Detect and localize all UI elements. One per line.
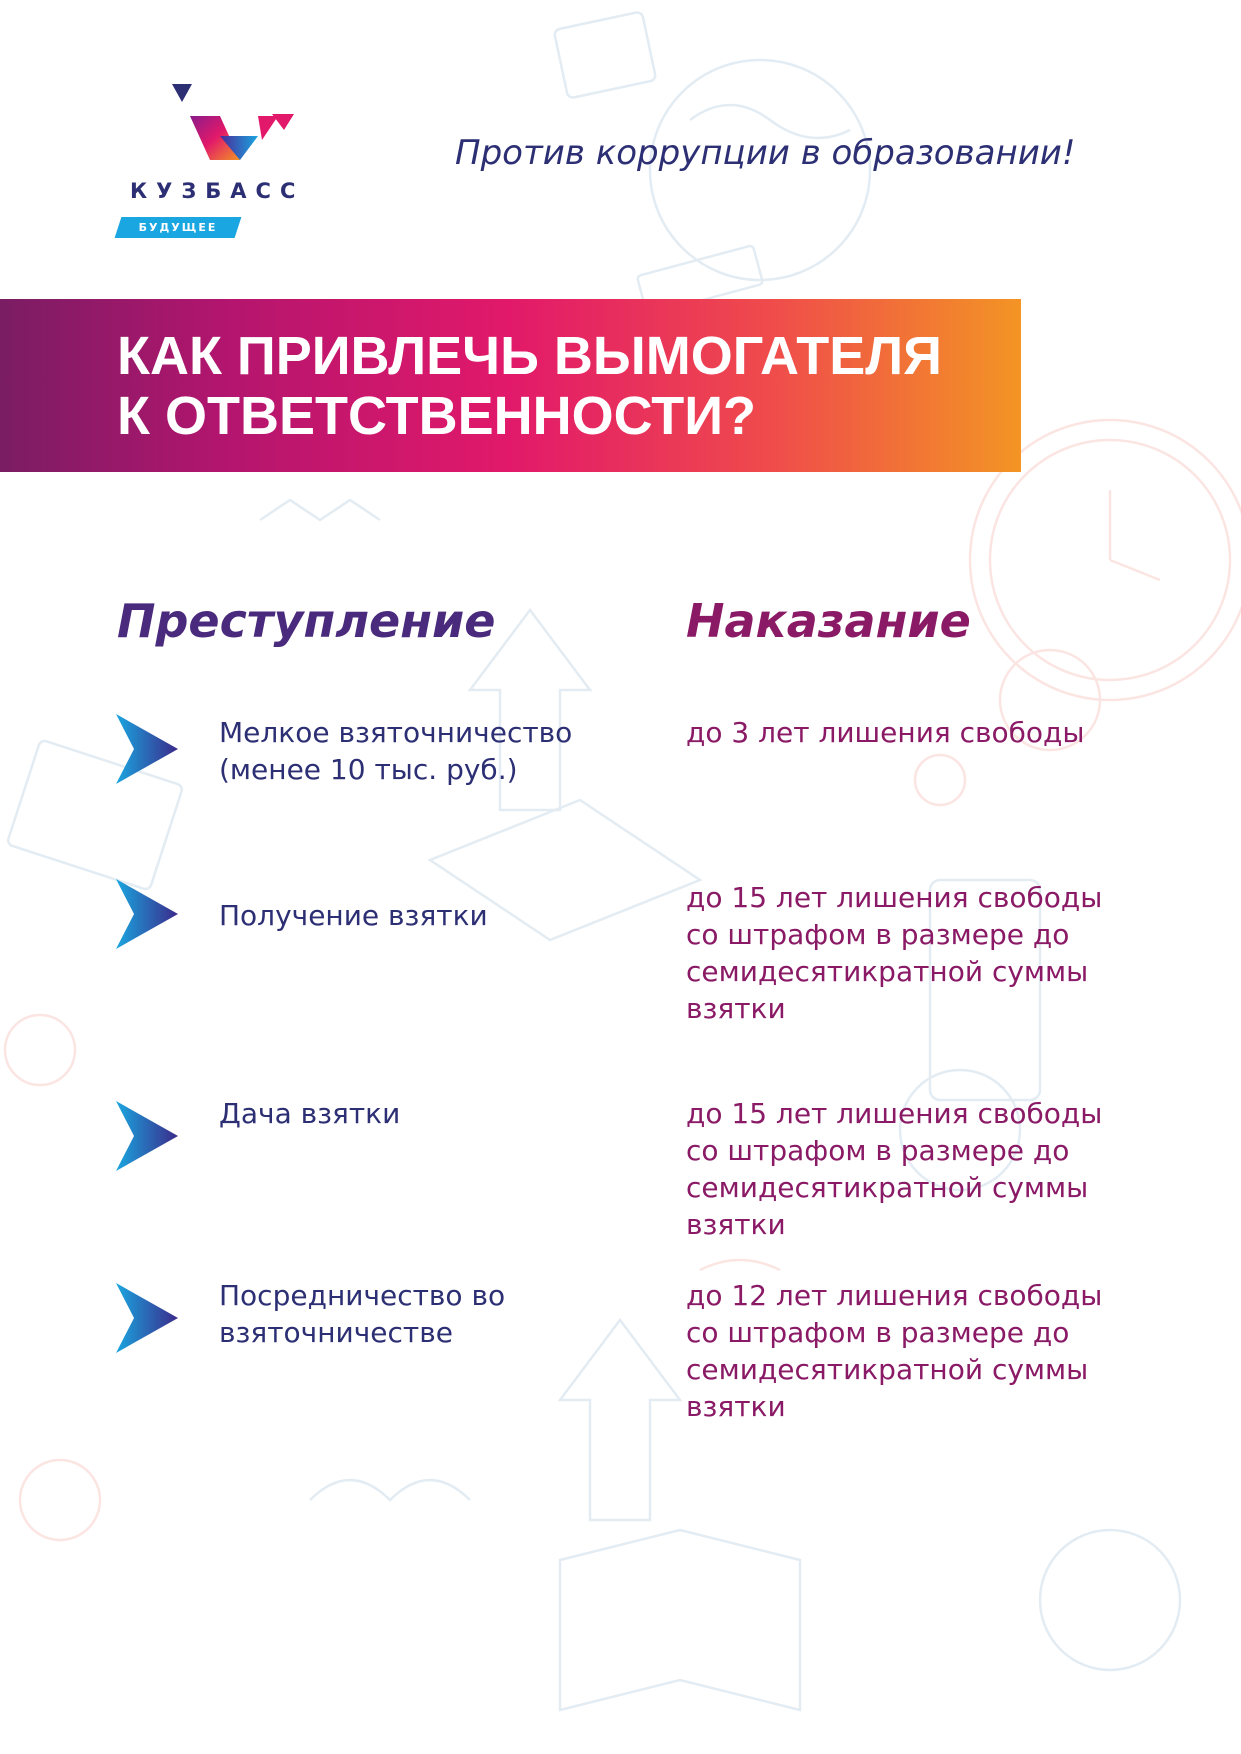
chevron-right-icon	[116, 714, 178, 784]
chevron-right-icon	[116, 1283, 178, 1353]
punishment-text: до 12 лет лишения свободы со штрафом в размере до семидесятикратной суммы взятки	[686, 1279, 1103, 1423]
punishment-text: до 15 лет лишения свободы со штрафом в размере до семидесятикратной суммы взятки	[686, 1097, 1103, 1241]
punishment-text: до 3 лет лишения свободы	[686, 716, 1085, 749]
logo-mark-icon	[112, 80, 352, 180]
crime-text: Получение взятки	[219, 899, 488, 932]
crime-text: Мелкое взяточничество (менее 10 тыс. руб.)	[219, 716, 573, 786]
page-title-line-2: К ОТВЕТСТВЕННОСТИ?	[117, 386, 757, 446]
crime-text: Посредничество во взяточничестве	[219, 1279, 506, 1349]
crime-column-heading: Преступление	[117, 594, 496, 648]
page-title-line-1: КАК ПРИВЛЕЧЬ ВЫМОГАТЕЛЯ	[117, 326, 942, 386]
punishment-text: до 15 лет лишения свободы со штрафом в размере до семидесятикратной суммы взятки	[686, 881, 1103, 1025]
crime-text: Дача взятки	[219, 1097, 401, 1130]
logo-tagline-badge	[115, 217, 242, 238]
slogan: Против коррупции в образовании!	[455, 133, 1076, 173]
punishment-column-heading: Наказание	[686, 594, 971, 648]
chevron-right-icon	[116, 879, 178, 949]
logo-wordmark: КУЗБАСС	[130, 179, 305, 203]
title-banner	[0, 299, 1021, 472]
kuzbass-logo	[112, 80, 352, 245]
chevron-right-icon	[116, 1101, 178, 1171]
logo-tagline: БУДУЩЕЕ	[138, 221, 218, 234]
page-title	[117, 326, 942, 446]
